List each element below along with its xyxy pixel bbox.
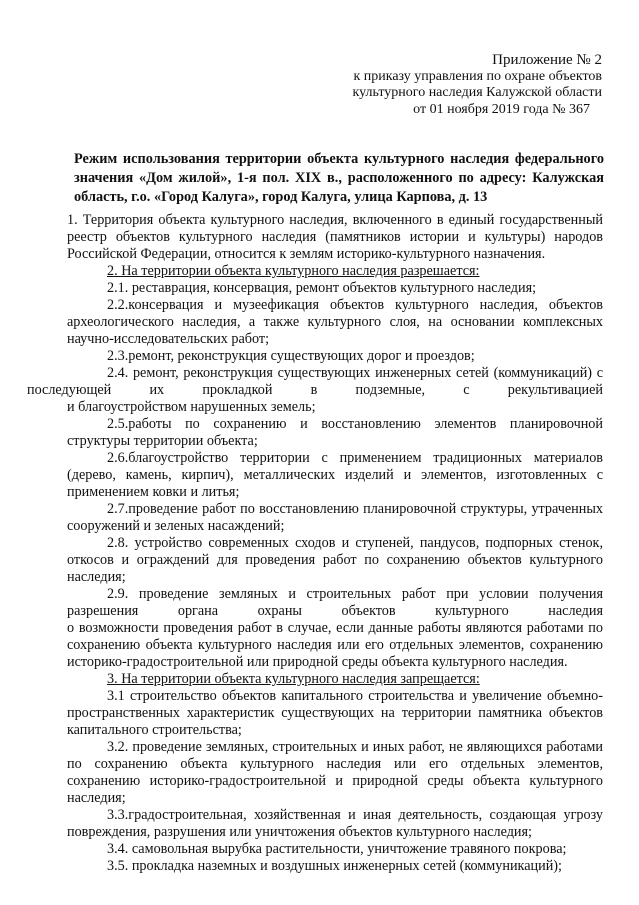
section-3-item: 3.4. самовольная вырубка растительности, уничтожение травяного покрова; <box>107 841 567 857</box>
section-3-item: 3.3.градостроительная, хозяйственная и иная деятельность, создающая угрозу повреждения, разрушения или уничтожения объектов культурного наследия; <box>67 807 603 840</box>
section-2-item: 2.9. проведение земляных и строительных работ при условии получения разрешения органа охраны объектов культурного наследия <box>67 586 603 619</box>
section-2-item: 2.1. реставрация, консервация, ремонт объектов культурного наследия; <box>107 280 537 296</box>
document-body <box>27 212 603 875</box>
section-2-item: 2.6.благоустройство территории с применением традиционных материалов (дерево, камень, кирпич), металлических изделий и элементов, изготовленных с применением ковки и литья; <box>67 450 603 500</box>
section-2-heading: 2. На территории объекта культурного наследия разрешается: <box>107 263 480 279</box>
section-2-item: 2.7.проведение работ по восстановлению планировочной структуры, утраченных сооружений и зеленых насаждений; <box>67 501 603 534</box>
section-2-item <box>27 365 603 416</box>
section-3-item: 3.1 строительство объектов капитального строительства и увеличение объемно-пространственных характеристик существующих на территории памятника объектов капитального строительства; <box>67 688 603 738</box>
section-1-paragraph: 1. Территория объекта культурного наследия, включенного в единый государственный реестр объектов культурного наследия (памятников истории и культуры) народов Российской Федерации, относится к землям историко-культурного назначения. <box>67 212 603 262</box>
section-2-item: 2.8. устройство современных сходов и ступеней, пандусов, подпорных стенок, откосов и ограждений для проведения работ по сохранению объектов культурного наследия; <box>67 535 603 585</box>
section-2-item-4-line-1: 2.4. ремонт, реконструкция существующих инженерных сетей (коммуникаций) с <box>107 365 603 381</box>
section-2-item: 2.3.ремонт, реконструкция существующих дорог и проездов; <box>107 348 475 364</box>
section-3-item: 3.2. проведение земляных, строительных и иных работ, не являющихся работами по сохранению объекта культурного наследия или его отдельных элементов, сохранению историко-градостроительной и природной среды объекта культурного наследия; <box>67 739 603 806</box>
appendix-number: Приложение № 2 <box>492 52 602 68</box>
section-2-item-9-continuation: о возможности проведения работ в случае, если данные работы являются работами по сохранению объекта культурного наследия или его отдельных элементов, сохранению историко-градостроительной или природной среды объекта культурного наследия. <box>67 620 603 670</box>
section-2-item: 2.5.работы по сохранению и восстановлению элементов планировочной структуры территории объекта; <box>67 416 603 449</box>
section-3-heading: 3. На территории объекта культурного наследия запрещается: <box>107 671 480 687</box>
section-3-item: 3.5. прокладка наземных и воздушных инженерных сетей (коммуникаций); <box>107 858 562 874</box>
order-date-line: от 01 ноября 2019 года № 367 <box>413 101 590 117</box>
order-reference-line: к приказу управления по охране объектов <box>353 68 602 84</box>
section-2-item-4-line-3: и благоустройством нарушенных земель; <box>67 399 316 415</box>
document-header <box>330 52 602 118</box>
section-2-item: 2.2.консервация и музеефикация объектов культурного наследия, объектов археологического наследия, а также культурного слоя, на основании комплексных научно-исследовательских работ; <box>67 297 603 347</box>
document-title: Режим использования территории объекта культурного наследия федерального значения «Дом жилой», 1-я пол. XIX в., расположенного по адресу: Калужская область, г.о. «Город Калуга», город Калуга, улица Карпова, д. 13 <box>74 151 604 205</box>
section-2-item-4-line-2: последующей их прокладкой в подземные, с рекультивацией <box>27 382 603 398</box>
department-line: культурного наследия Калужской области <box>352 85 602 100</box>
